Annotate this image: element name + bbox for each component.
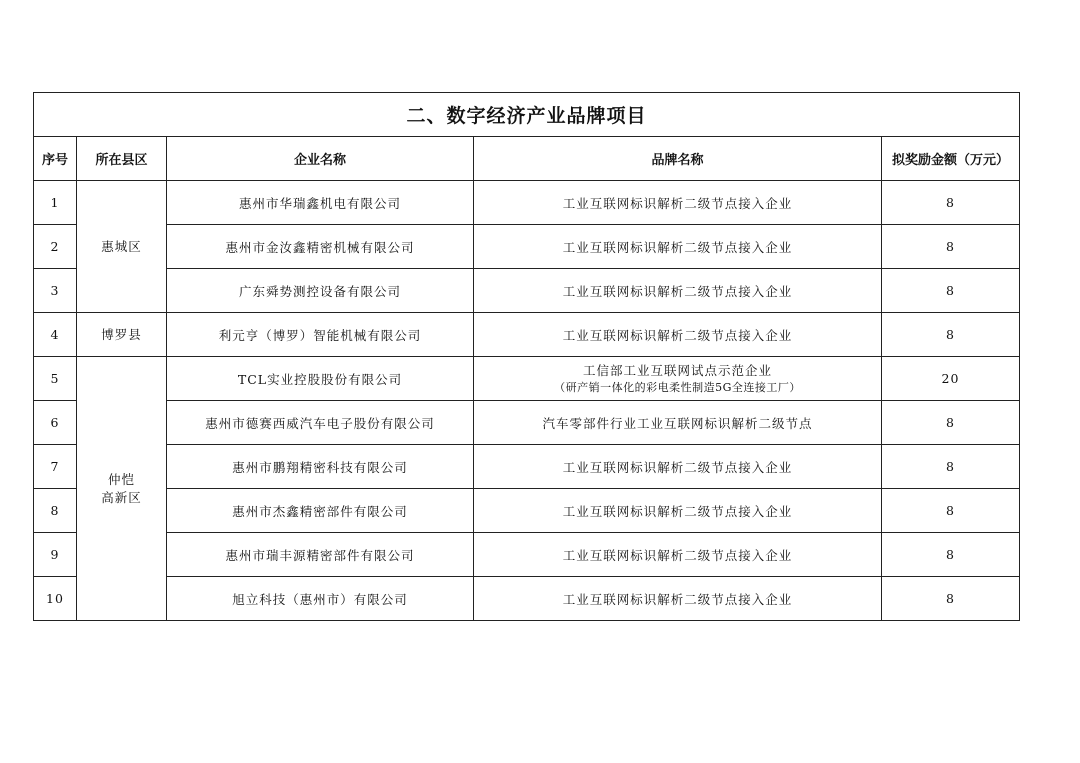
row-index: 8 (34, 489, 77, 533)
county-zhongkai (77, 357, 167, 621)
row-amount: 8 (882, 269, 1020, 313)
row-brand: 工业互联网标识解析二级节点接入企业 (474, 269, 882, 313)
header-brand: 品牌名称 (474, 137, 882, 181)
table-row (34, 445, 1020, 489)
row-index: 7 (34, 445, 77, 489)
row-brand: 工业互联网标识解析二级节点接入企业 (474, 577, 882, 621)
row-brand (474, 357, 882, 401)
table-row (34, 269, 1020, 313)
county-huicheng: 惠城区 (77, 181, 167, 313)
row-brand-sub: （研产销一体化的彩电柔性制造5G全连接工厂） (554, 380, 801, 394)
row-amount: 8 (882, 489, 1020, 533)
row-company: 惠州市金汝鑫精密机械有限公司 (167, 225, 474, 269)
row-index: 2 (34, 225, 77, 269)
header-row (34, 137, 1020, 181)
row-index: 4 (34, 313, 77, 357)
table-row (34, 533, 1020, 577)
header-index: 序号 (34, 137, 77, 181)
row-amount: 8 (882, 401, 1020, 445)
row-amount: 20 (882, 357, 1020, 401)
row-company: 旭立科技（惠州市）有限公司 (167, 577, 474, 621)
row-brand-main: 工信部工业互联网试点示范企业 (582, 362, 772, 378)
row-amount: 8 (882, 533, 1020, 577)
row-index: 1 (34, 181, 77, 225)
row-amount: 8 (882, 225, 1020, 269)
table-title: 二、数字经济产业品牌项目 (34, 93, 1020, 137)
row-amount: 8 (882, 445, 1020, 489)
row-index: 10 (34, 577, 77, 621)
header-company: 企业名称 (167, 137, 474, 181)
row-brand: 汽车零部件行业工业互联网标识解析二级节点 (474, 401, 882, 445)
award-table (33, 92, 1020, 621)
row-brand: 工业互联网标识解析二级节点接入企业 (474, 313, 882, 357)
row-company: TCL实业控股股份有限公司 (167, 357, 474, 401)
county-zhongkai-line2: 高新区 (101, 489, 142, 505)
table-row (34, 181, 1020, 225)
table-row (34, 577, 1020, 621)
row-brand: 工业互联网标识解析二级节点接入企业 (474, 181, 882, 225)
table-row (34, 313, 1020, 357)
row-index: 9 (34, 533, 77, 577)
row-index: 3 (34, 269, 77, 313)
table-row (34, 357, 1020, 401)
table-row (34, 489, 1020, 533)
header-county: 所在县区 (77, 137, 167, 181)
county-boluo: 博罗县 (77, 313, 167, 357)
row-company: 利元亨（博罗）智能机械有限公司 (167, 313, 474, 357)
row-brand: 工业互联网标识解析二级节点接入企业 (474, 533, 882, 577)
row-index: 6 (34, 401, 77, 445)
row-brand: 工业互联网标识解析二级节点接入企业 (474, 489, 882, 533)
row-index: 5 (34, 357, 77, 401)
row-amount: 8 (882, 181, 1020, 225)
row-brand: 工业互联网标识解析二级节点接入企业 (474, 445, 882, 489)
header-amount: 拟奖励金额（万元） (882, 137, 1020, 181)
table-row (34, 401, 1020, 445)
row-amount: 8 (882, 313, 1020, 357)
county-zhongkai-line1: 仲恺 (107, 471, 135, 487)
row-company: 惠州市瑞丰源精密部件有限公司 (167, 533, 474, 577)
row-company: 惠州市德赛西威汽车电子股份有限公司 (167, 401, 474, 445)
table-row (34, 225, 1020, 269)
row-brand: 工业互联网标识解析二级节点接入企业 (474, 225, 882, 269)
row-company: 广东舜势测控设备有限公司 (167, 269, 474, 313)
row-amount: 8 (882, 577, 1020, 621)
row-company: 惠州市杰鑫精密部件有限公司 (167, 489, 474, 533)
row-company: 惠州市鹏翔精密科技有限公司 (167, 445, 474, 489)
title-row (34, 93, 1020, 137)
row-company: 惠州市华瑞鑫机电有限公司 (167, 181, 474, 225)
